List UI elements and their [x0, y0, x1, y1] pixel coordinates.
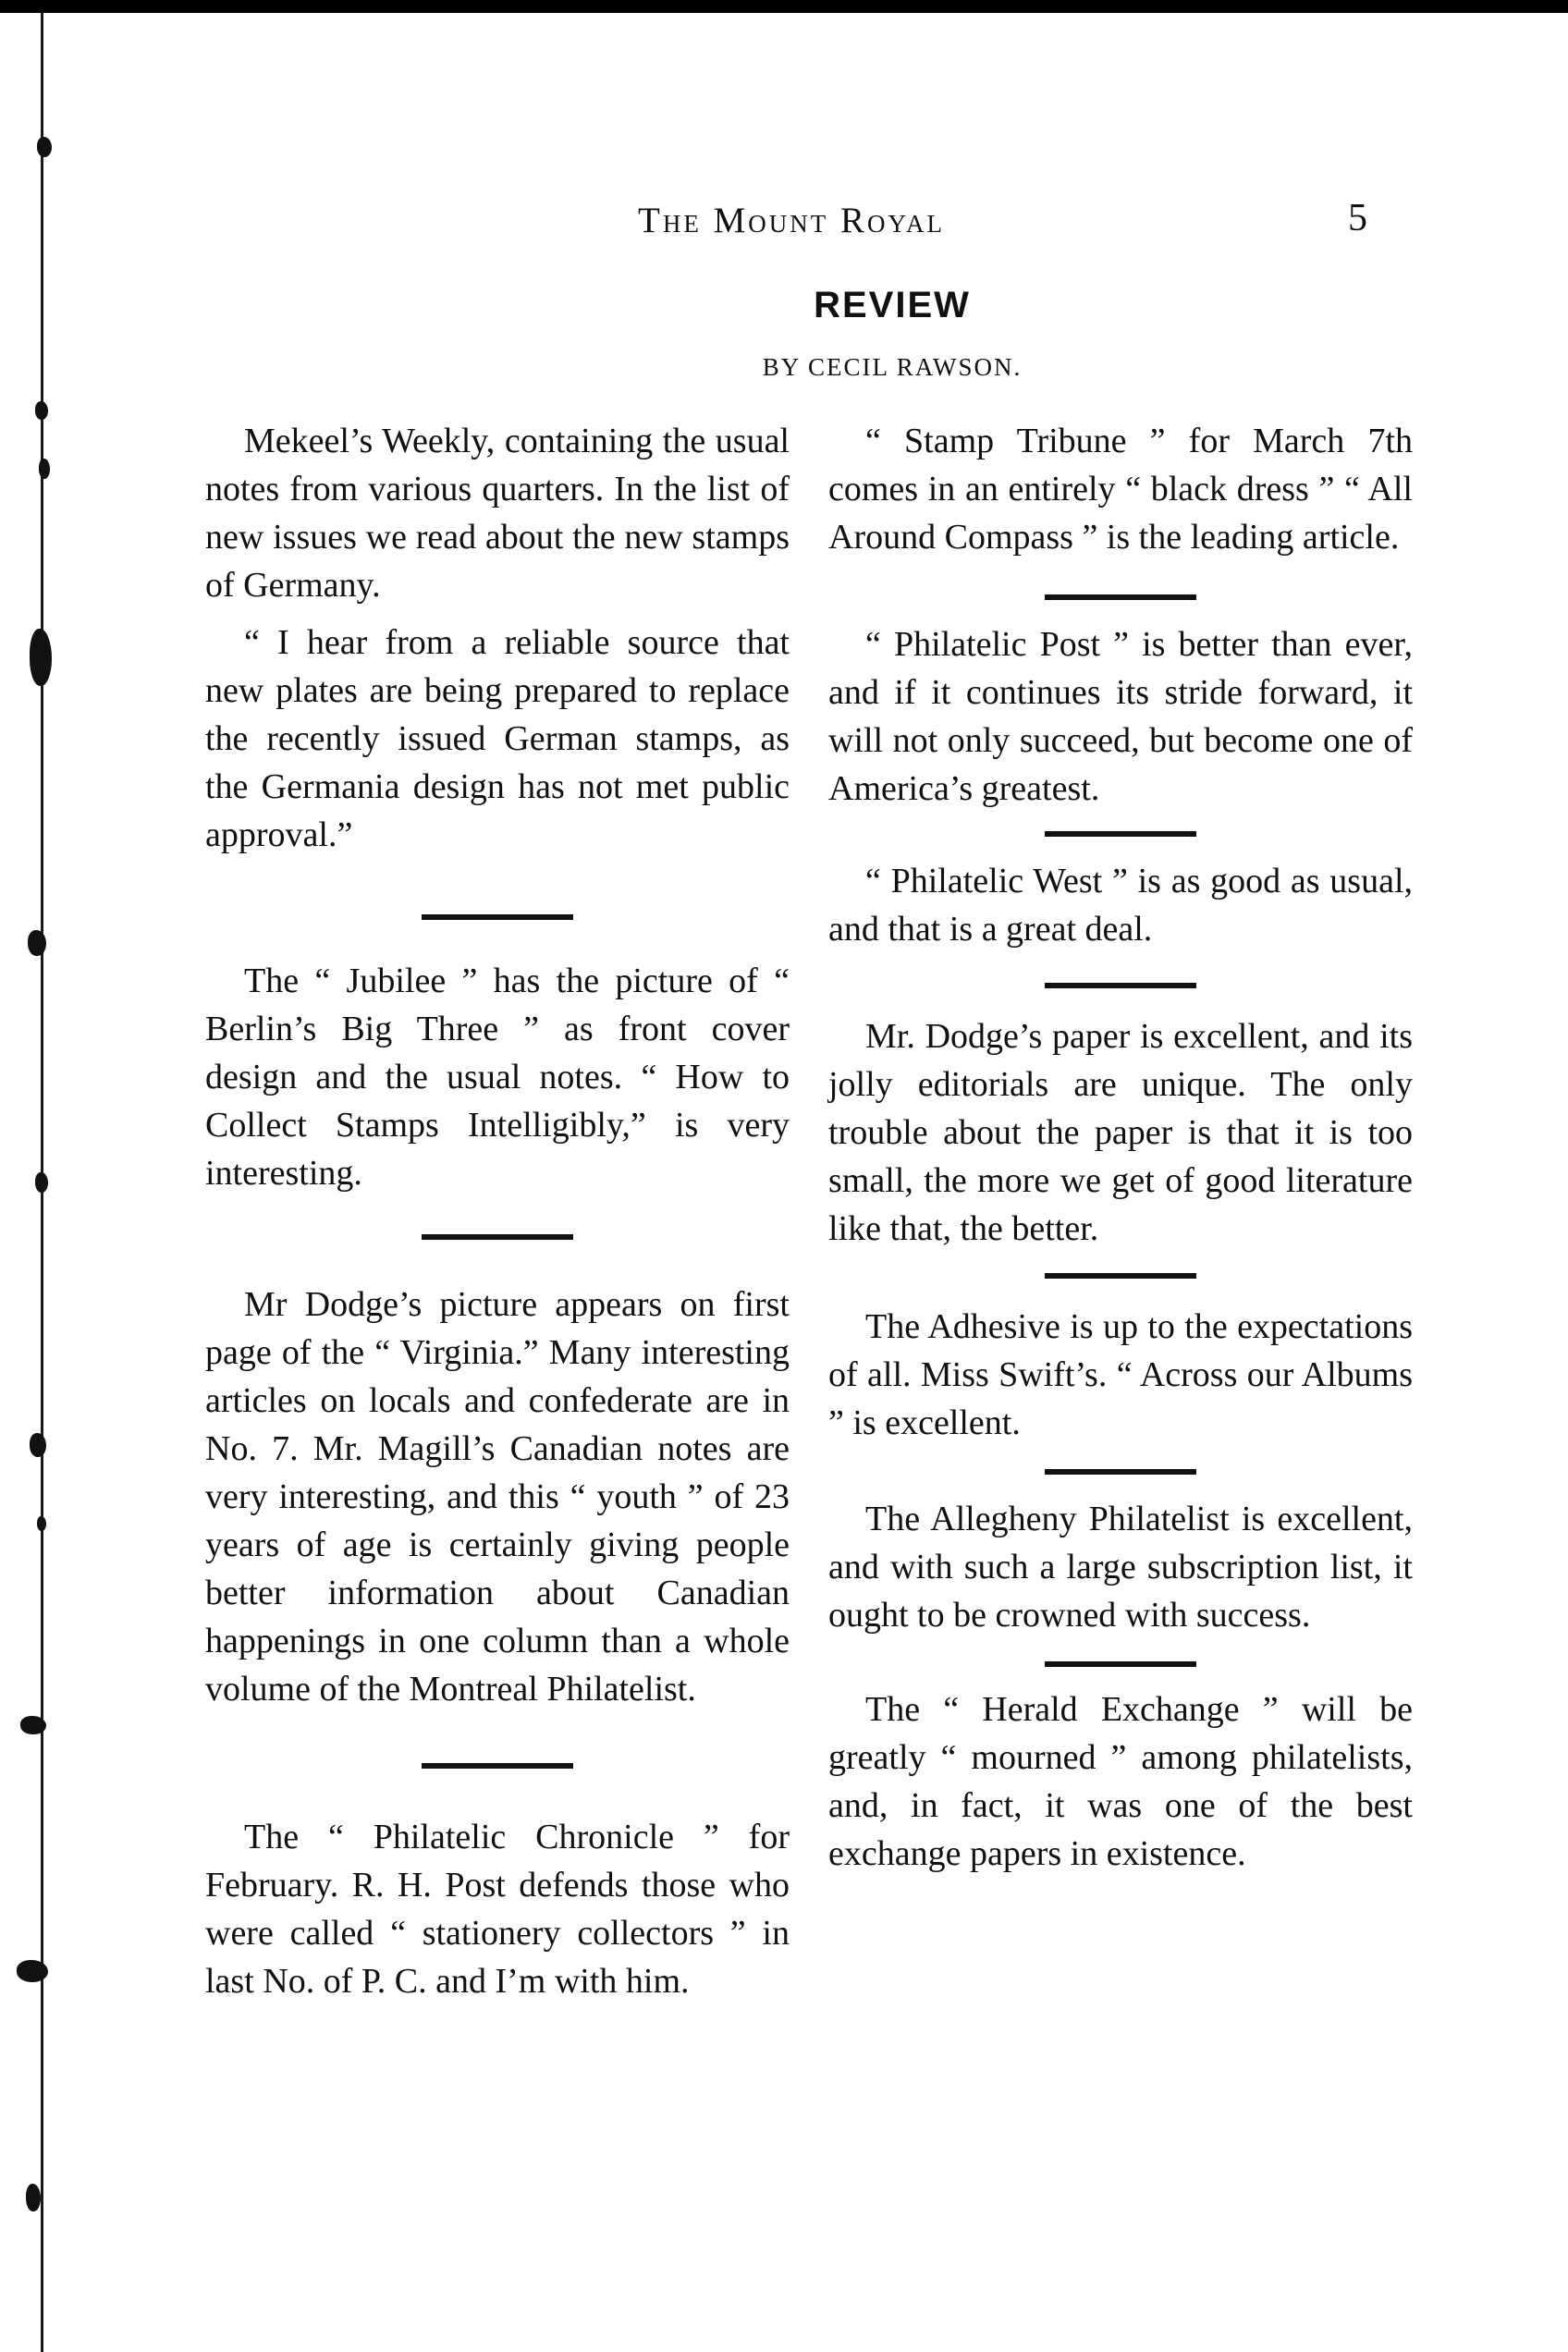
margin-ink-mark	[30, 1433, 46, 1457]
review-paragraph: “ I hear from a reliable source that new plates are being prepared to replace the recently issued German stamps, as the Germania design has not met public approval.”	[205, 623, 790, 854]
section-divider	[1045, 1273, 1196, 1279]
review-paragraph: “ Philatelic West ” is as good as usual, and that is a great deal.	[828, 862, 1413, 949]
review-paragraph: Mekeel’s Weekly, containing the usual notes from various quarters. In the list of new issues we read about the new stamps of Germany.	[205, 422, 790, 605]
section-divider	[1045, 594, 1196, 600]
left-column	[205, 417, 790, 2005]
margin-ink-mark	[28, 930, 46, 956]
review-paragraph: “ Philatelic Post ” is better than ever, and if it continues its stride forward, it will not only succeed, but become one of America’s greatest.	[828, 625, 1413, 808]
section-divider	[1045, 983, 1196, 988]
margin-ink-mark	[37, 137, 52, 157]
margin-ink-mark	[17, 1960, 48, 1982]
review-paragraph: Mr. Dodge’s paper is excellent, and its jolly editorials are unique. The only trouble about the paper is that it is too small, the more we get of good literature like that, the better.	[828, 1017, 1413, 1248]
margin-ink-mark	[35, 401, 48, 420]
margin-ink-mark	[30, 629, 52, 686]
section-divider	[1045, 1469, 1196, 1475]
margin-ink-mark	[20, 1716, 46, 1734]
margin-ink-mark	[26, 2184, 41, 2211]
section-divider	[422, 1763, 573, 1769]
review-paragraph: “ Stamp Tribune ” for March 7th comes in an entirely “ black dress ” “ All Around Compass ” is the leading article.	[828, 422, 1413, 557]
section-divider	[1045, 831, 1196, 837]
review-paragraph: The Adhesive is up to the expectations of all. Miss Swift’s. “ Across our Albums ” is excellent.	[828, 1307, 1413, 1442]
section-divider	[422, 1234, 573, 1240]
running-title: The Mount Royal	[638, 201, 945, 240]
review-paragraph: Mr Dodge’s picture appears on first page of the “ Virginia.” Many interesting articles on locals and confederate are in No. 7. Mr. Magill’s Canadian notes are very interesting, and this “ youth ” of 23 years of age is certainly giving people better information about Canadian happenings in one column than a whole volume of the Montreal Philatelist.	[205, 1285, 790, 1709]
margin-ink-mark	[35, 1172, 48, 1193]
review-paragraph: The Allegheny Philatelist is excellent, and with such a large subscription list, it ought to be crowned with success.	[828, 1500, 1413, 1635]
page-number: 5	[1348, 197, 1367, 239]
scan-top-border	[0, 0, 1568, 13]
review-paragraph: The “ Jubilee ” has the picture of “ Berlin’s Big Three ” as front cover design and the usual notes. “ How to Collect Stamps Intelligibly,” is very interesting.	[205, 962, 790, 1193]
review-paragraph: The “ Philatelic Chronicle ” for February. R. H. Post defends those who were called “ stationery collectors ” in last No. of P. C. and I’m with him.	[205, 1818, 790, 2001]
section-divider	[422, 914, 573, 920]
margin-ink-mark	[37, 1516, 46, 1531]
section-title: REVIEW	[814, 285, 971, 325]
right-column	[828, 417, 1413, 1878]
section-divider	[1045, 1661, 1196, 1667]
review-paragraph: The “ Herald Exchange ” will be greatly “ mourned ” among philatelists, and, in fact, it was one of the best exchange papers in existence.	[828, 1690, 1413, 1873]
byline: BY CECIL RAWSON.	[762, 353, 1023, 381]
margin-ink-mark	[39, 459, 50, 479]
